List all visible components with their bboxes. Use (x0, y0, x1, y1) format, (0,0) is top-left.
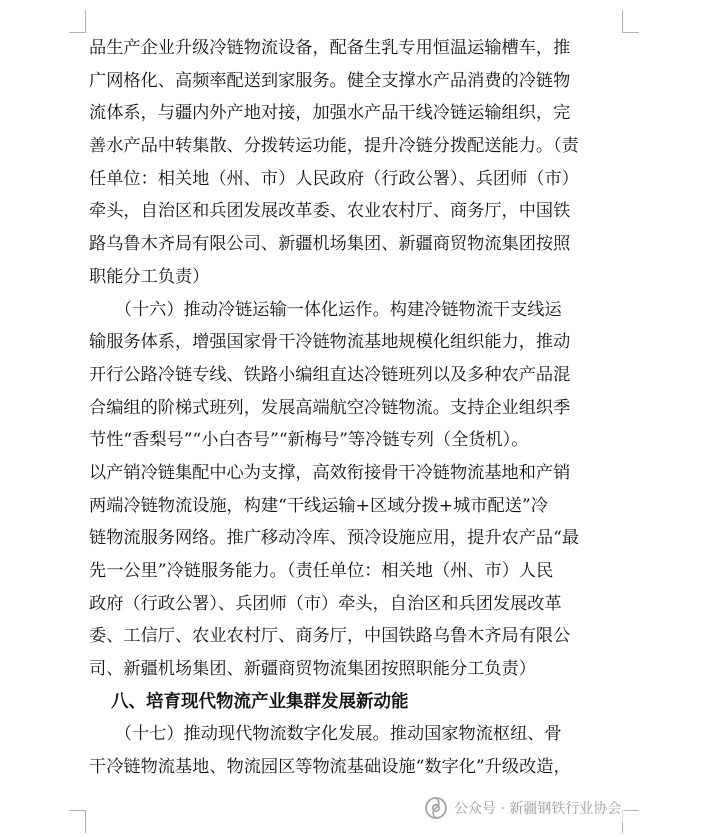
crop-mark-bottom-left (69, 810, 86, 833)
body-line: 牵头，自治区和兵团发展改革委、农业农村厅、商务厅，中国铁 (89, 201, 571, 222)
body-line: 开行公路冷链专线、铁路小编组直达冷链班列以及多种农产品混 (89, 364, 571, 385)
body-line: 广网格化、高频率配送到家服务。健全支撑水产品消费的冷链物 (89, 70, 571, 91)
body-line: （十七）推动现代物流数字化发展。推动国家物流枢纽、骨 (89, 724, 562, 745)
body-line: 流体系，与疆内外产地对接，加强水产品干线冷链运输组织，完 (89, 103, 571, 124)
body-line: 以产销冷链集配中心为支撑，高效衔接骨干冷链物流基地和产销 (89, 462, 571, 483)
body-line: 善水产品中转集散、分拨转运功能，提升冷链分拨配送能力。（责 (89, 136, 579, 157)
body-line: 节性“香梨号”“小白杏号”“新梅号”等冷链专列（全货机）。 (89, 430, 529, 451)
body-line: 路乌鲁木齐局有限公司、新疆机场集团、新疆商贸物流集团按照 (89, 234, 571, 255)
body-line: 先一公里”冷链服务能力。（责任单位：相关地（州、市）人民 (89, 561, 554, 581)
body-line: 任单位：相关地（州、市）人民政府（行政公署）、兵团师（市） (89, 168, 579, 189)
body-line: 委、工信厅、农业农村厅、商务厅，中国铁路乌鲁木齐局有限公 (89, 626, 571, 647)
body-line: （十六）推动冷链运输一体化运作。构建冷链物流干支线运 (89, 299, 562, 320)
body-line: 输服务体系，增强国家骨干冷链物流基地规模化组织能力，推动 (89, 332, 571, 353)
crop-mark-top-left (69, 10, 86, 33)
body-line: 两端冷链物流设施，构建“干线运输+区域分拨+城市配送”冷 (89, 495, 548, 516)
body-line: 司、新疆机场集团、新疆商贸物流集团按照职能分工负责） (89, 659, 536, 680)
section-heading: 八、培育现代物流产业集群发展新动能 (111, 691, 409, 712)
wechat-watermark (420, 794, 625, 822)
body-line: 干冷链物流基地、物流园区等物流基础设施“数字化”升级改造， (89, 757, 571, 778)
wechat-official-account-icon (424, 796, 448, 820)
body-line: 政府（行政公署）、兵团师（市）牵头，自治区和兵团发展改革 (89, 593, 562, 614)
body-line: 合编组的阶梯式班列，发展高端航空冷链物流。支持企业组织季 (89, 397, 571, 418)
document-body (89, 32, 625, 784)
body-line: 链物流服务网络。推广移动冷库、预冷设施应用，提升农产品“最 (89, 528, 580, 549)
crop-mark-top-right (622, 10, 639, 33)
watermark-text: 公众号 · 新疆钢铁行业协会 (454, 801, 622, 817)
body-line: 品生产企业升级冷链物流设备，配备生乳专用恒温运输槽车，推 (89, 38, 571, 58)
body-line: 职能分工负责） (89, 266, 210, 287)
